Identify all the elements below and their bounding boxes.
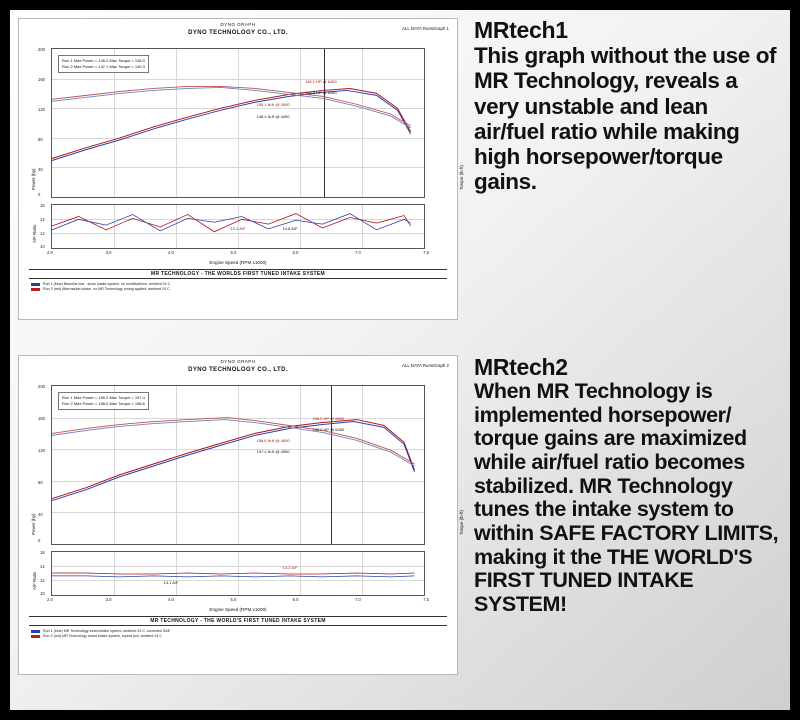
chart-2-ytick: 80	[38, 480, 43, 485]
chart-1-ylabel: Power (hp)	[31, 168, 36, 190]
chart-2-annotation: 158.0 HP @ 6500	[312, 416, 345, 422]
poster-inner-frame	[10, 10, 790, 710]
legend-swatch-blue-icon	[31, 283, 40, 286]
panel-mrtech1	[18, 18, 782, 348]
chart-2-xtick: 2.0	[47, 597, 53, 602]
chart-1-afr-ytick: 12	[40, 231, 45, 236]
panel-mrtech2	[18, 355, 782, 702]
chart-2-ytick: 160	[38, 416, 45, 421]
chart-2-afr-annotation: 13.2 A/F	[282, 564, 298, 570]
chart-2-xtick: 7.0	[355, 597, 361, 602]
chart-1-footnote: Run 1 (blue) Baseline test - stock intake system, no modifications, ambient 24 C	[43, 282, 171, 286]
chart-1-xtick: 4.0	[168, 250, 174, 255]
chart-2-footnote: Run 2 (red) MR Technology tuned intake system, repeat pull, ambient 24 C	[43, 634, 162, 639]
chart-1-ylabel-right: Torque (lb-ft)	[459, 165, 464, 190]
chart-1-annotation: 148.4 lb-ft @ 4450	[256, 114, 290, 120]
legend-swatch-blue-icon	[31, 630, 40, 633]
mrtech1-text-column	[458, 18, 782, 348]
chart-1-xtick: 7.5	[423, 250, 429, 255]
chart-2-annotation: 158.6 lb-ft @ 4600	[256, 438, 290, 444]
chart-2-legend-item: Run 1 Max Power = 156.2 Max Torque = 157.4	[62, 395, 145, 400]
mrtech1-body: This graph without the use of MR Technology, reveals a very unstable and lean air/fuel ratio while making high horsepower/torque gains.	[474, 43, 777, 195]
mrtech2-body: When MR Technology is implemented horsepower/ torque gains are maximized while air/fuel ratio becomes stabilized. MR Technology tunes the intake system to within SAFE FACTORY LIMITS, making it the THE WORLD'S FIRST TUNED INTAKE SYSTEM!	[474, 379, 779, 616]
chart-1-title: DYNO GRAPH	[220, 22, 256, 27]
chart-1-xtick: 5.0	[230, 250, 237, 255]
legend-swatch-red-icon	[31, 635, 40, 638]
chart-1-ytick: 0	[38, 192, 41, 197]
chart-2-afr-plot	[32, 550, 425, 596]
chart-1-ytick: 80	[38, 137, 43, 142]
chart-1-footnote: Run 2 (red) Aftermarket intake, no MR Technology tuning applied, ambient 24 C	[43, 287, 170, 292]
chart-2-corner-label: ALL DATA RunsGraph 2	[401, 363, 449, 368]
chart-1-legend	[58, 55, 149, 73]
chart-1-afr-ytick: 10	[40, 244, 45, 249]
mrtech2-title: MRtech2	[474, 354, 568, 380]
chart-1-annotation: 146.1 HP @ 6400	[304, 78, 337, 84]
chart-1-afr-ylabel: A/F Ratio	[32, 224, 37, 243]
chart-1-legend-item: Run 2 Max Power = 147.1 Max Torque = 149.3	[62, 63, 145, 69]
mrtech2-text-column	[458, 355, 782, 702]
chart-2-ytick: 120	[38, 448, 45, 453]
chart-2-xtick: 4.0	[168, 597, 174, 602]
chart-2-series-svg	[52, 386, 424, 544]
chart-2-afr-ytick: 12	[40, 578, 45, 583]
chart-1-ytick: 40	[38, 167, 43, 172]
chart-2-xlabel: Engine Speed (RPM x1000)	[209, 607, 267, 612]
chart-2-header	[19, 359, 457, 385]
chart-2-ylabel-right: Torque (lb-ft)	[459, 510, 464, 535]
chart-1-annotation: 150.1 lb-ft @ 4500	[256, 102, 290, 108]
chart-2-ytick: 0	[38, 538, 41, 543]
chart-1-ytick: 120	[38, 107, 45, 112]
chart-2-xtick: 3.0	[105, 597, 112, 602]
chart-1-afr-ytick: 16	[40, 203, 45, 208]
chart-1-legend-item: Run 1 Max Power = 145.2 Max Torque = 148.0	[62, 58, 145, 63]
chart-2-annotation: 156.2 HP @ 6450	[312, 427, 345, 433]
chart-2-footer: MR TECHNOLOGY - THE WORLD'S FIRST TUNED INTAKE SYSTEM	[29, 616, 447, 626]
mrtech1-title: MRtech1	[474, 17, 568, 43]
dyno-chart-1	[18, 18, 464, 320]
chart-1-xtick: 6.0	[292, 250, 299, 255]
chart-1-plot-wrap	[29, 47, 464, 265]
chart-2-footnote-row	[31, 634, 447, 639]
chart-1-footnote-row	[31, 287, 447, 292]
chart-1-xtick: 2.0	[47, 250, 53, 255]
chart-2-afr-series-svg	[52, 552, 424, 595]
chart-2-ylabel: Power (hp)	[31, 513, 36, 535]
chart-2-footnote: Run 1 (blue) MR Technology tuned intake system, ambient 24 C, corrected SAE	[43, 629, 170, 633]
chart-2-afr-ytick: 14	[40, 564, 45, 569]
chart-2-annotation: 157.4 lb-ft @ 4550	[256, 449, 290, 455]
chart-1-afr-plot	[32, 203, 425, 249]
chart-1-corner-label: ALL DATA RunsGraph 1	[401, 26, 449, 31]
chart-2-subtitle: DYNO TECHNOLOGY CO., LTD.	[188, 367, 288, 373]
chart-2-xtick: 7.5	[423, 597, 429, 602]
chart-1-afr-annotation: 15.1 A/F	[230, 225, 246, 231]
chart-1-header	[19, 22, 457, 48]
chart-1-afr-annotation: 14.8 A/F	[282, 225, 298, 231]
chart-1-xtick-row	[47, 249, 429, 257]
chart-2-afr-annotation: 13.1 A/F	[163, 580, 179, 586]
chart-1-annotation: 144.8 HP @ 6350	[304, 90, 337, 96]
chart-2-xtick-row	[47, 596, 429, 604]
chart-1-xtick: 3.0	[105, 250, 112, 255]
chart-2-afr-ylabel: A/F Ratio	[32, 571, 37, 590]
chart-1-subtitle: DYNO TECHNOLOGY CO., LTD.	[188, 30, 288, 36]
chart-2-plot-wrap	[29, 384, 464, 612]
legend-swatch-red-icon	[31, 288, 40, 291]
dyno-chart-2	[18, 355, 464, 675]
chart-2-title: DYNO GRAPH	[220, 359, 256, 364]
chart-2-xtick: 5.0	[230, 597, 237, 602]
chart-2-ytick: 40	[38, 512, 43, 517]
chart-1-footnotes	[31, 282, 447, 293]
chart-1-ytick: 160	[38, 77, 45, 82]
chart-1-ytick: 200	[38, 47, 45, 52]
chart-2-afr-ytick: 10	[40, 591, 45, 596]
chart-2-xtick: 6.0	[292, 597, 299, 602]
chart-1-main-plot	[38, 47, 425, 198]
chart-2-footnotes	[31, 629, 447, 640]
chart-1-afr-ytick: 14	[40, 217, 45, 222]
chart-2-main-plot	[38, 384, 425, 545]
chart-2-ytick: 200	[38, 384, 45, 389]
chart-1-xtick: 7.0	[355, 250, 361, 255]
chart-1-xlabel: Engine Speed (RPM x1000)	[209, 260, 267, 265]
chart-1-footer: MR TECHNOLOGY - THE WORLDS FIRST TUNED INTAKE SYSTEM	[29, 269, 447, 279]
chart-2-legend	[58, 392, 149, 410]
chart-2-afr-ytick: 16	[40, 550, 45, 555]
chart-2-legend-item: Run 2 Max Power = 158.0 Max Torque = 158.6	[62, 400, 145, 406]
